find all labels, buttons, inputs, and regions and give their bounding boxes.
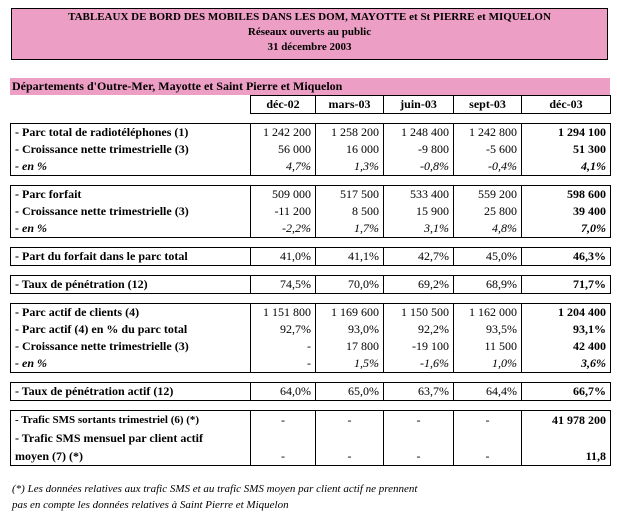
table-row xyxy=(11,338,611,355)
table-cell: 16 000 xyxy=(316,141,384,158)
table-cell: - xyxy=(251,447,316,466)
table-cell: 4,8% xyxy=(454,220,522,238)
section-title: Départements d'Outre-Mer, Mayotte et Saint Pierre et Miquelon xyxy=(10,78,610,95)
table-cell: -11 200 xyxy=(251,203,316,220)
table-row xyxy=(11,304,611,322)
table-cell: 1,3% xyxy=(316,158,384,176)
row-label: - Croissance nette trimestrielle (3) xyxy=(11,203,251,220)
table-cell xyxy=(316,429,384,447)
table-cell: 4,7% xyxy=(251,158,316,176)
table-cell: 1 150 500 xyxy=(384,304,454,322)
table-cell: - xyxy=(251,355,316,373)
table-cell: - xyxy=(384,411,454,430)
table-cell: - xyxy=(316,447,384,466)
table-row xyxy=(11,321,611,338)
table-cell: 8 500 xyxy=(316,203,384,220)
table-cell: 74,5% xyxy=(251,276,316,294)
header-title: TABLEAUX DE BORD DES MOBILES DANS LES DOM, MAYOTTE et St PIERRE et MIQUELON xyxy=(68,11,551,23)
group-parc-total xyxy=(11,124,611,176)
table-cell xyxy=(384,429,454,447)
row-label: - Trafic SMS sortants trimestriel (6) (*) xyxy=(11,411,251,430)
column-header-row xyxy=(11,96,611,114)
table-cell: 42,7% xyxy=(384,248,454,266)
table-cell: 56 000 xyxy=(251,141,316,158)
table-cell: 41 978 200 xyxy=(522,411,611,430)
table-cell: 68,9% xyxy=(454,276,522,294)
group-trafic-sms xyxy=(11,411,611,466)
table-cell: -9 800 xyxy=(384,141,454,158)
table-cell: 41,0% xyxy=(251,248,316,266)
table-cell: -5 600 xyxy=(454,141,522,158)
table-cell: -0,8% xyxy=(384,158,454,176)
table-cell: 517 500 xyxy=(316,186,384,204)
row-label: - Parc total de radiotéléphones (1) xyxy=(11,124,251,142)
table-cell: 64,4% xyxy=(454,383,522,401)
group-taux-penetration xyxy=(11,276,611,294)
column-header: juin-03 xyxy=(384,96,454,114)
row-label: - Croissance nette trimestrielle (3) xyxy=(11,338,251,355)
table-row xyxy=(11,383,611,401)
header-date: 31 décembre 2003 xyxy=(267,41,352,53)
table-cell: 46,3% xyxy=(522,248,611,266)
row-label: - Taux de pénétration (12) xyxy=(11,276,251,294)
row-label: - Taux de pénétration actif (12) xyxy=(11,383,251,401)
group-parc-forfait xyxy=(11,186,611,238)
table-cell: 1 204 400 xyxy=(522,304,611,322)
row-label: - Parc forfait xyxy=(11,186,251,204)
table-cell: 3,6% xyxy=(522,355,611,373)
table-cell: 1 242 800 xyxy=(454,124,522,142)
table-cell: - xyxy=(316,411,384,430)
row-label: moyen (7) (*) xyxy=(11,447,251,466)
table-cell: 64,0% xyxy=(251,383,316,401)
table-cell: -19 100 xyxy=(384,338,454,355)
footnote-line: (*) Les données relatives aux trafic SMS et au trafic SMS moyen par client actif ne prennent xyxy=(12,483,418,495)
table-row xyxy=(11,124,611,142)
table-cell: 11,8 xyxy=(522,447,611,466)
table-cell: - xyxy=(454,447,522,466)
row-label: - en % xyxy=(11,220,251,238)
row-label: - Croissance nette trimestrielle (3) xyxy=(11,141,251,158)
table-cell: 1 151 800 xyxy=(251,304,316,322)
table-row xyxy=(11,355,611,373)
table-row xyxy=(11,447,611,466)
table-cell: 3,1% xyxy=(384,220,454,238)
table-cell: 92,7% xyxy=(251,321,316,338)
table-cell: - xyxy=(454,411,522,430)
table-cell: 70,0% xyxy=(316,276,384,294)
table-cell: 1,7% xyxy=(316,220,384,238)
group-taux-penetration-actif xyxy=(11,383,611,401)
table-cell: 1 294 100 xyxy=(522,124,611,142)
table-cell: 1 242 200 xyxy=(251,124,316,142)
table-cell: 42 400 xyxy=(522,338,611,355)
table-cell: 1 248 400 xyxy=(384,124,454,142)
column-header: mars-03 xyxy=(316,96,384,114)
table-cell xyxy=(251,429,316,447)
table-cell: 51 300 xyxy=(522,141,611,158)
table-cell: 65,0% xyxy=(316,383,384,401)
table-cell: 15 900 xyxy=(384,203,454,220)
table-row xyxy=(11,186,611,204)
table-cell: 92,2% xyxy=(384,321,454,338)
table-cell: 93,1% xyxy=(522,321,611,338)
table-cell: - xyxy=(384,447,454,466)
table-row xyxy=(11,248,611,266)
table-row xyxy=(11,276,611,294)
column-header: déc-02 xyxy=(251,96,316,114)
table-row xyxy=(11,411,611,430)
table-row xyxy=(11,429,611,447)
table-cell: -2,2% xyxy=(251,220,316,238)
row-label: - Parc actif de clients (4) xyxy=(11,304,251,322)
table-cell: -0,4% xyxy=(454,158,522,176)
table-cell: 7,0% xyxy=(522,220,611,238)
header-blank-cell xyxy=(11,96,251,114)
dashboard-table xyxy=(10,95,611,466)
group-parc-actif xyxy=(11,304,611,373)
table-cell: -1,6% xyxy=(384,355,454,373)
table-cell: 598 600 xyxy=(522,186,611,204)
table-cell xyxy=(522,429,611,447)
table-cell: 559 200 xyxy=(454,186,522,204)
footnote-line: pas en compte les données relatives à Saint Pierre et Miquelon xyxy=(12,499,289,511)
row-label: - Part du forfait dans le parc total xyxy=(11,248,251,266)
table-cell: 66,7% xyxy=(522,383,611,401)
table-cell: 1 258 200 xyxy=(316,124,384,142)
table-cell: 93,5% xyxy=(454,321,522,338)
table-row xyxy=(11,141,611,158)
table-cell: 93,0% xyxy=(316,321,384,338)
table-cell: 41,1% xyxy=(316,248,384,266)
table-cell: 25 800 xyxy=(454,203,522,220)
table-cell: 39 400 xyxy=(522,203,611,220)
table-cell: 533 400 xyxy=(384,186,454,204)
row-label: - en % xyxy=(11,355,251,373)
table-cell: 63,7% xyxy=(384,383,454,401)
column-header: déc-03 xyxy=(522,96,611,114)
row-label: - en % xyxy=(11,158,251,176)
table-cell: 4,1% xyxy=(522,158,611,176)
header-subtitle: Réseaux ouverts au public xyxy=(247,26,372,38)
table-cell: 45,0% xyxy=(454,248,522,266)
row-label: - Parc actif (4) en % du parc total xyxy=(11,321,251,338)
table-cell: - xyxy=(251,338,316,355)
table-cell: 17 800 xyxy=(316,338,384,355)
table-cell: 1 169 600 xyxy=(316,304,384,322)
table-cell: 11 500 xyxy=(454,338,522,355)
footnote xyxy=(12,481,572,513)
table-cell: - xyxy=(251,411,316,430)
table-cell xyxy=(454,429,522,447)
table-row xyxy=(11,158,611,176)
report-header xyxy=(11,8,608,60)
table-cell: 1,0% xyxy=(454,355,522,373)
group-part-forfait xyxy=(11,248,611,266)
row-label: - Trafic SMS mensuel par client actif xyxy=(11,429,251,447)
table-cell: 509 000 xyxy=(251,186,316,204)
column-header: sept-03 xyxy=(454,96,522,114)
table-cell: 69,2% xyxy=(384,276,454,294)
table-cell: 1 162 000 xyxy=(454,304,522,322)
table-cell: 71,7% xyxy=(522,276,611,294)
table-cell: 1,5% xyxy=(316,355,384,373)
table-row xyxy=(11,220,611,238)
table-row xyxy=(11,203,611,220)
